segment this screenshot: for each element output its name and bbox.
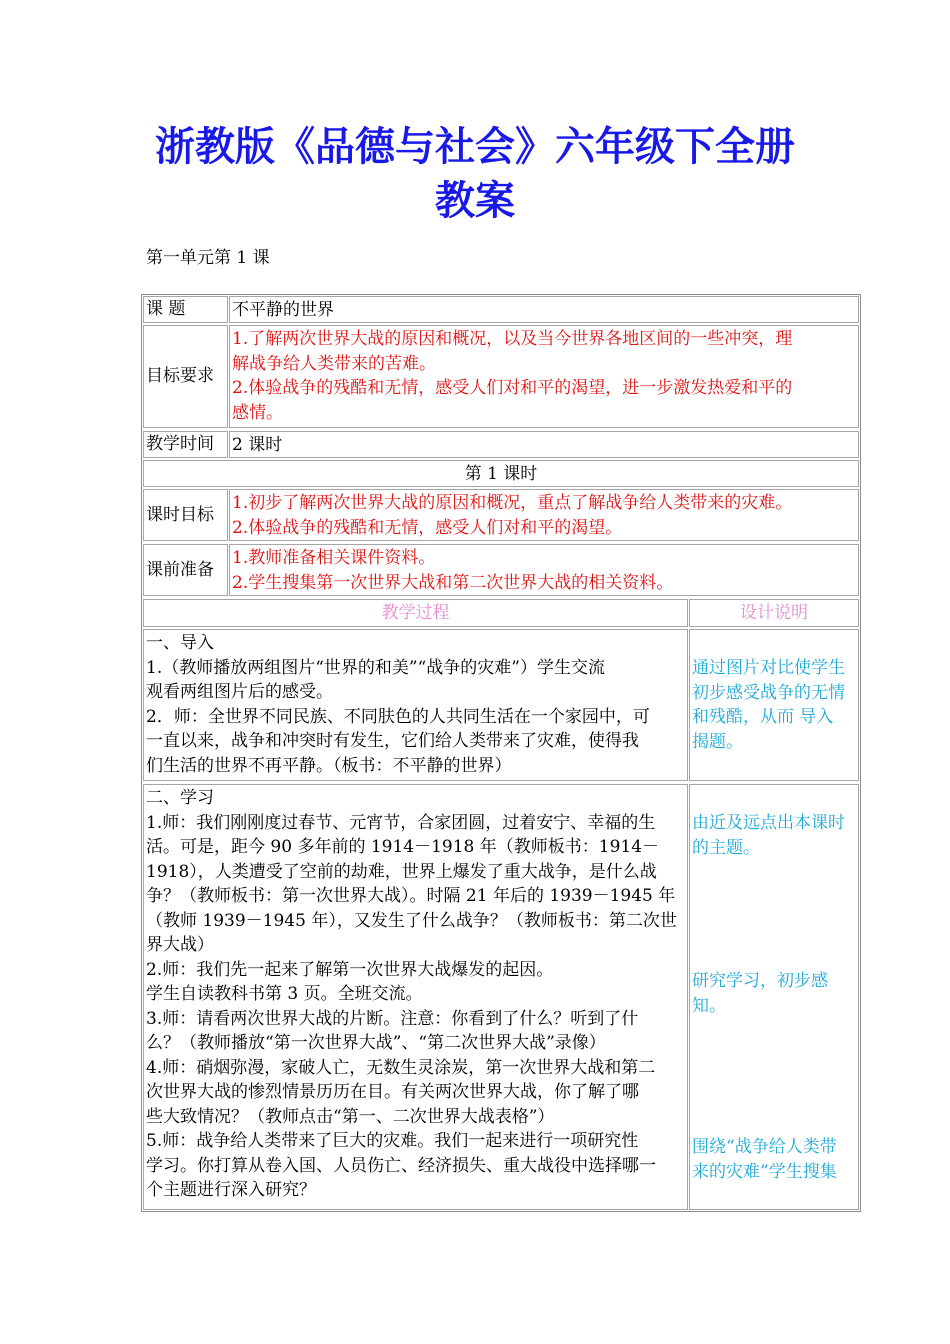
goals-line: 2.体验战争的残酷和无情，感受人们对和平的渴望，进一步激发热爱和平的 <box>232 378 793 398</box>
time-label: 教学时间 <box>143 431 228 458</box>
study-line: 界大战） <box>146 935 214 955</box>
intro-note-line: 初步感受战争的无情 <box>692 682 845 703</box>
time-value: 2 课时 <box>229 431 859 458</box>
intro-process <box>143 629 688 781</box>
title-line-1: 浙教版《品德与社会》六年级下全册 <box>155 124 795 170</box>
intro-line: 一直以来，战争和冲突时有发生，它们给人类带来了灾难，使得我 <box>146 731 639 751</box>
preparation-value <box>229 544 859 596</box>
goals-label: 目标要求 <box>143 325 228 428</box>
study-line: 些大致情况？（教师点击“第一、二次世界大战表格”） <box>146 1106 555 1127</box>
period-goals-line: 2.体验战争的残酷和无情，感受人们对和平的渴望。 <box>232 517 623 538</box>
intro-line: 一、导入 <box>146 633 214 653</box>
study-line: 活。可是，距今 90 多年前的 1914－1918 年（教师板书：1914－ <box>146 837 660 857</box>
study-line: 学习。你打算从卷入国、人员伤亡、经济损失、重大战役中选择哪一 <box>146 1155 656 1176</box>
study-process <box>143 784 688 1210</box>
period-goals-line: 1.初步了解两次世界大战的原因和概况，重点了解战争给人类带来的灾难。 <box>232 493 793 513</box>
study-line: 3.师：请看两次世界大战的片断。注意：你看到了什么？听到了什 <box>146 1008 639 1029</box>
intro-note <box>689 629 859 781</box>
study-line: 1918），人类遭受了空前的劫难，世界上爆发了重大战争，是什么战 <box>146 861 657 882</box>
document-title <box>100 120 850 228</box>
lesson-heading: 第一单元第 1 课 <box>146 248 270 268</box>
lesson-plan-table <box>141 294 861 1212</box>
study-note-line: 研究学习，初步感 <box>692 971 828 991</box>
goals-value <box>229 325 859 428</box>
title-line-2: 教案 <box>435 178 515 224</box>
study-line: 次世界大战的惨烈情景历历在目。有关两次世界大战，你了解了哪 <box>146 1082 639 1102</box>
intro-note-line: 和残酷，从而 导入 <box>692 707 834 727</box>
goals-line: 感情。 <box>232 402 283 423</box>
goals-line: 解战争给人类带来的苦难。 <box>232 353 436 374</box>
study-line: 学生自读教科书第 3 页。全班交流。 <box>146 984 423 1004</box>
period-heading: 第 1 课时 <box>143 460 859 487</box>
study-line: 二、学习 <box>146 788 214 808</box>
preparation-line: 1.教师准备相关课件资料。 <box>232 548 436 568</box>
study-note-line: 知。 <box>692 995 726 1016</box>
study-note-2 <box>692 969 828 1018</box>
goals-line: 1.了解两次世界大战的原因和概况，以及当今世界各地区间的一些冲突，理 <box>232 329 793 349</box>
study-line: 争？（教师板书：第一次世界大战）。时隔 21 年后的 1939－1945 年 <box>146 886 676 906</box>
intro-line: 1.（教师播放两组图片“世界的和美”“战争的灾难”）学生交流 <box>146 657 605 678</box>
process-header: 教学过程 <box>143 599 688 627</box>
study-line: 4.师：硝烟弥漫，家破人亡，无数生灵涂炭，第一次世界大战和第二 <box>146 1057 656 1078</box>
intro-line: 2．师：全世界不同民族、不同肤色的人共同生活在一个家园中，可 <box>146 706 650 727</box>
intro-line: 观看两组图片后的感受。 <box>146 682 333 702</box>
study-notes <box>689 784 859 1210</box>
period-goals-value <box>229 489 859 541</box>
topic-label: 课 题 <box>143 296 228 323</box>
study-note-line: 的主题。 <box>692 837 760 858</box>
study-line: 1.师：我们刚刚度过春节、元宵节，合家团圆，过着安宁、幸福的生 <box>146 812 656 833</box>
study-note-line: 围绕“战争给人类带 <box>692 1137 837 1157</box>
study-note-line: 来的灾难”学生搜集 <box>692 1161 837 1182</box>
study-line: 2.师：我们先一起来了解第一次世界大战爆发的起因。 <box>146 959 554 980</box>
study-line: 么？（教师播放“第一次世界大战”、“第二次世界大战”录像） <box>146 1033 606 1053</box>
topic-value: 不平静的世界 <box>229 296 859 323</box>
study-line: （教师 1939－1945 年），又发生了什么战争？（教师板书：第二次世 <box>146 910 677 931</box>
intro-line: 们生活的世界不再平静。（板书：不平静的世界） <box>146 755 512 776</box>
period-goals-label: 课时目标 <box>143 489 228 541</box>
study-note-3 <box>692 1135 837 1184</box>
preparation-label: 课前准备 <box>143 544 228 596</box>
study-note-line: 由近及远点出本课时 <box>692 813 845 833</box>
intro-note-line: 通过图片对比使学生 <box>692 658 845 678</box>
study-line: 个主题进行深入研究？ <box>146 1180 316 1200</box>
study-line: 5.师：战争给人类带来了巨大的灾难。我们一起来进行一项研究性 <box>146 1131 639 1151</box>
intro-note-line: 揭题。 <box>692 731 743 752</box>
preparation-line: 2.学生搜集第一次世界大战和第二次世界大战的相关资料。 <box>232 572 674 593</box>
notes-header: 设计说明 <box>689 599 859 627</box>
study-note-1 <box>692 811 845 860</box>
